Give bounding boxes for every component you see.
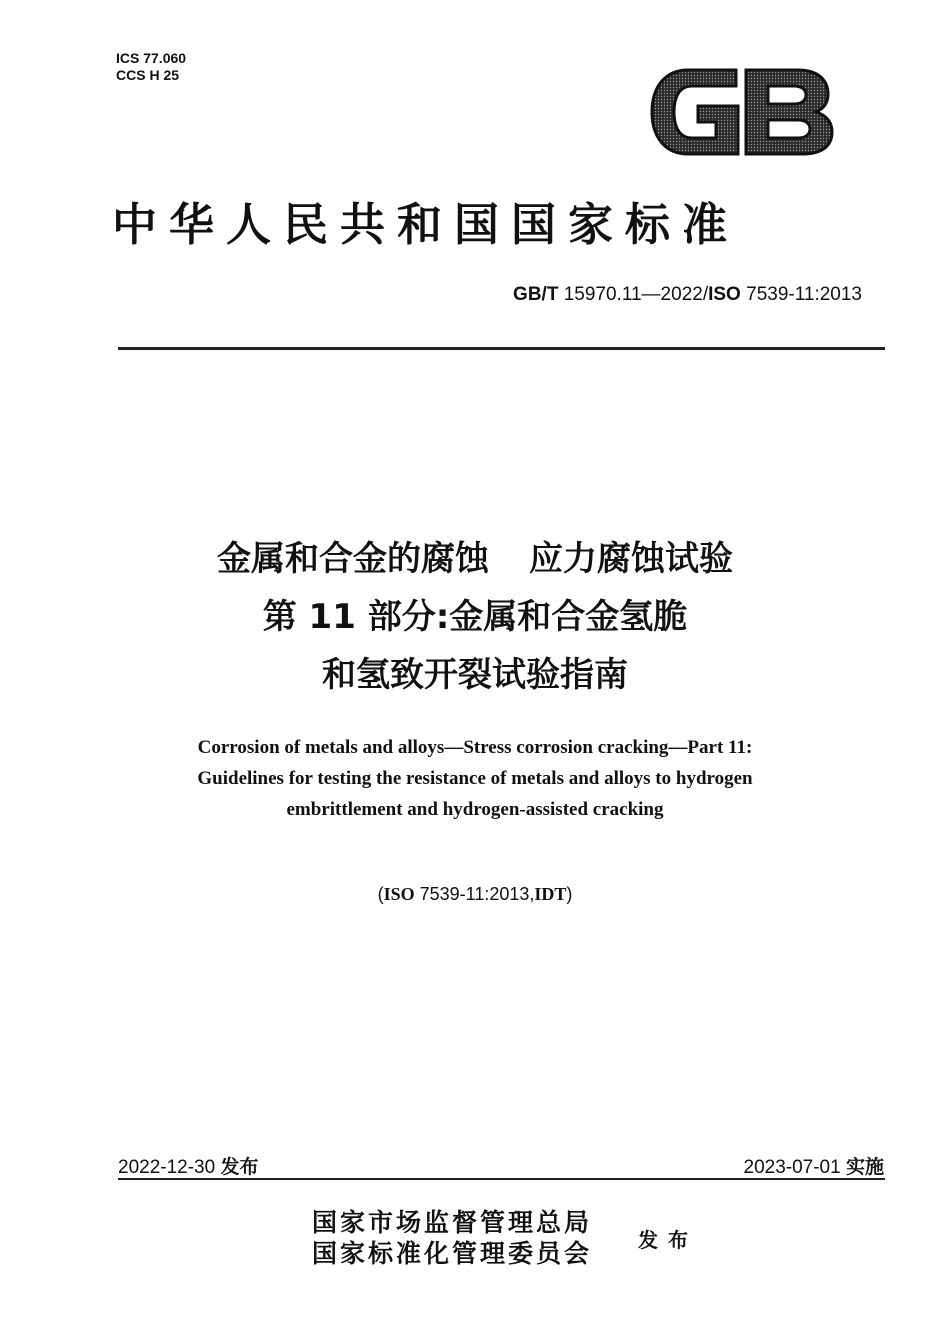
english-title-line-3: embrittlement and hydrogen-assisted cracking <box>286 799 664 820</box>
gb-logo-icon <box>648 62 838 162</box>
ccs-code: CCS H 25 <box>116 67 180 83</box>
iso-code: 7539-11:2013 <box>746 284 862 305</box>
issuer-sac: 国家标准化管理委员会 <box>312 1239 593 1268</box>
standard-prefix: GB/T <box>513 284 559 305</box>
chinese-title-line-3: 和氢致开裂试验指南 <box>322 655 628 695</box>
issue-label: 发布 <box>220 1156 259 1178</box>
national-standard-title: 中华人民共和国国家标准 <box>112 198 740 251</box>
equivalence-iso-number: 7539-11:2013, <box>414 884 535 904</box>
implementation-date: 2023-07-01 实施 <box>743 1156 884 1178</box>
issuing-authorities <box>312 1207 592 1269</box>
chinese-title <box>0 530 950 704</box>
issue-date: 2022-12-30 发布 <box>118 1156 259 1178</box>
english-title-line-1: Corrosion of metals and alloys—Stress corrosion cracking—Part 11: <box>197 737 753 758</box>
english-title <box>0 732 950 825</box>
gb-logo <box>648 62 838 162</box>
issuer-samr: 国家市场监督管理总局 <box>312 1208 593 1237</box>
iso-prefix: ISO <box>708 284 741 305</box>
chinese-title-line-2: 第 11 部分:金属和合金氢脆 <box>262 597 688 637</box>
header-divider <box>118 347 885 350</box>
iso-equivalence: (ISO 7539-11:2013,IDT) <box>377 884 573 904</box>
classification-codes <box>116 50 186 84</box>
publish-label: 发布 <box>638 1228 698 1252</box>
english-title-line-2: Guidelines for testing the resistance of metals and alloys to hydrogen <box>197 768 753 789</box>
chinese-title-line-1: 金属和合金的腐蚀 应力腐蚀试验 <box>217 539 733 579</box>
standard-code: 15970.11—2022/ <box>563 284 709 305</box>
standard-number <box>513 284 862 306</box>
ics-code: ICS 77.060 <box>116 50 187 66</box>
equivalence-degree: IDT <box>534 884 567 904</box>
footer-divider <box>118 1178 885 1180</box>
equivalence-iso-prefix: ISO <box>383 884 415 904</box>
implementation-label: 实施 <box>845 1156 884 1178</box>
